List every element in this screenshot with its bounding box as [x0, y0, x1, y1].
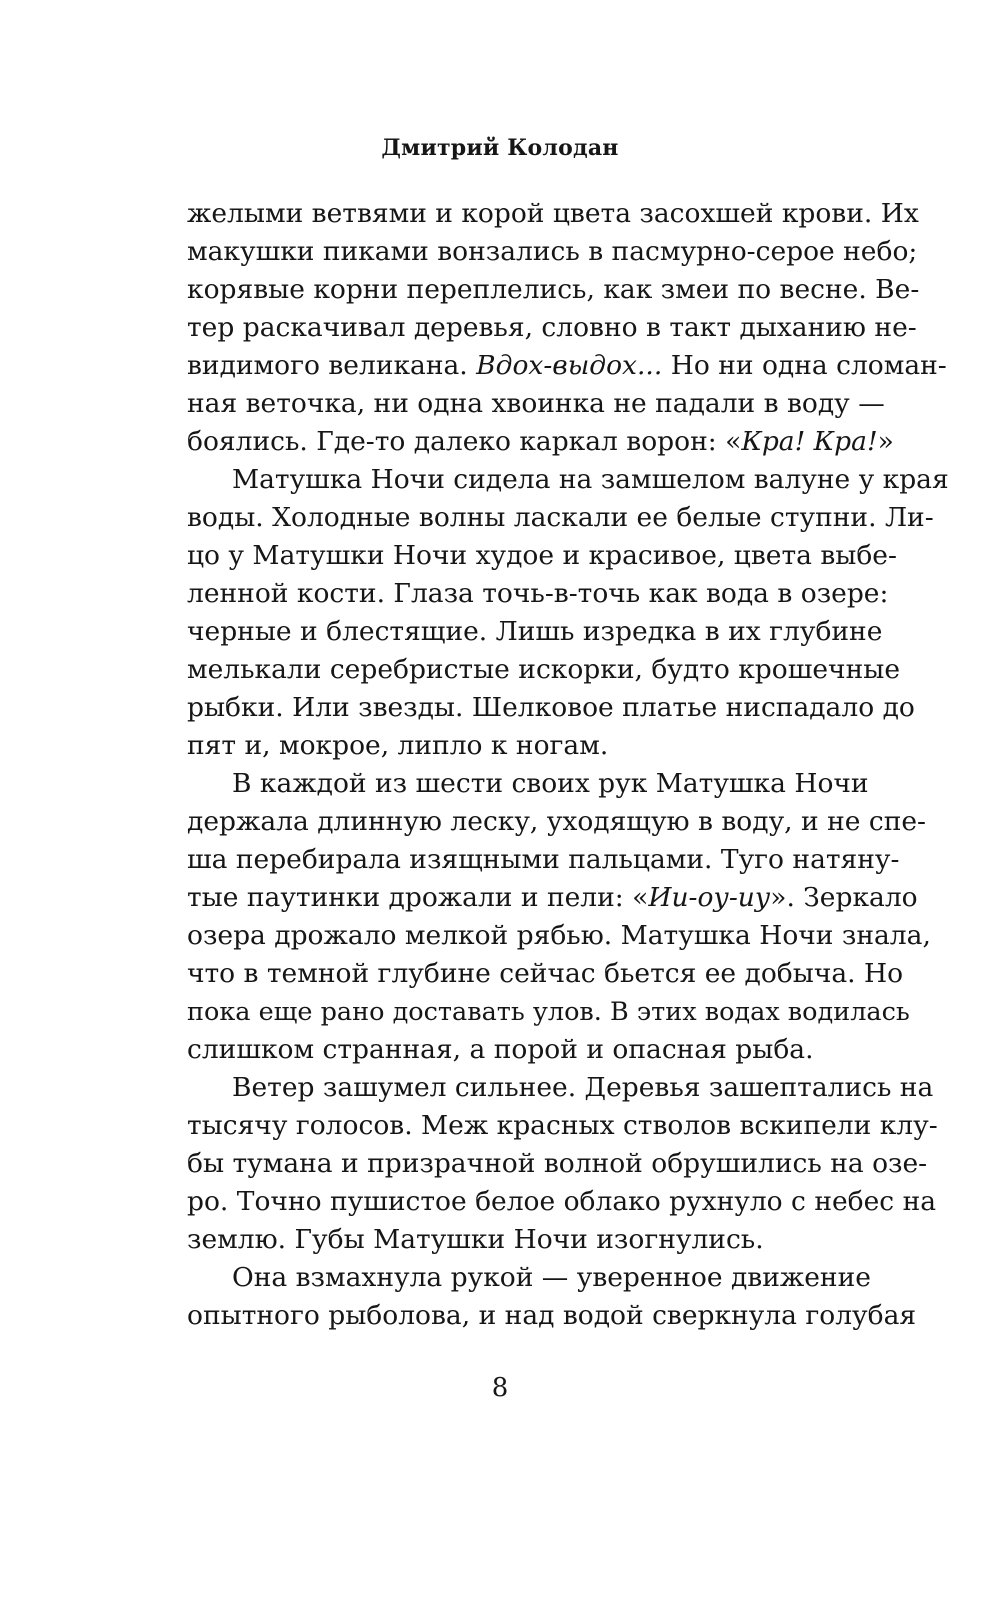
paragraph-first-line: Ветер зашумел сильнее. Деревья зашептались на [232, 1072, 934, 1103]
text-line: корявые корни переплелись, как змеи по весне. Ве- [187, 274, 920, 305]
text-run: тые паутинки дрожали и пели: « [187, 882, 649, 913]
paragraph-first-line: Она взмахнула рукой — уверенное движение [232, 1262, 871, 1293]
page-number: 8 [491, 1373, 509, 1403]
text-line: воды. Холодные волны ласкали ее белые ступни. Ли- [187, 502, 934, 533]
text-run: Но ни одна сломан- [662, 350, 947, 381]
text-line [187, 423, 894, 461]
text-line: тер раскачивал деревья, словно в такт дыханию не- [187, 312, 917, 343]
paragraph-first-line: В каждой из шести своих рук Матушка Ночи [232, 768, 869, 799]
text-line: держала длинную леску, уходящую в воду, и не спе- [187, 806, 926, 837]
text-line [187, 347, 947, 385]
text-line: пят и, мокрое, липло к ногам. [187, 730, 609, 761]
text-line: тысячу голосов. Меж красных стволов вскипели клу- [187, 1110, 938, 1141]
italic-text: Вдох-выдох... [476, 350, 663, 381]
text-line: озера дрожало мелкой рябью. Матушка Ночи знала, [187, 920, 931, 951]
text-line [187, 879, 918, 917]
text-line: макушки пиками вонзались в пасмурно-серое небо; [187, 236, 918, 267]
text-line: опытного рыболова, и над водой сверкнула голубая [187, 1300, 917, 1331]
running-head-author: Дмитрий Колодан [381, 135, 619, 161]
text-line: мелькали серебристые искорки, будто крошечные [187, 654, 901, 685]
text-line: что в темной глубине сейчас бьется ее добыча. Но [187, 958, 904, 989]
text-line: ро. Точно пушистое белое облако рухнуло с небес на [187, 1186, 937, 1217]
text-line: желыми ветвями и корой цвета засохшей крови. Их [187, 198, 919, 229]
text-run: » [877, 426, 894, 457]
text-line: ша перебирала изящными пальцами. Туго натяну- [187, 844, 900, 875]
text-line: землю. Губы Матушки Ночи изогнулись. [187, 1224, 764, 1255]
text-line: ная веточка, ни одна хвоинка не падали в воду — [187, 388, 885, 419]
body-text [187, 195, 949, 1335]
text-line: пока еще рано доставать улов. В этих водах водилась [187, 997, 910, 1027]
text-run: видимого великана. [187, 350, 477, 381]
text-line: ленной кости. Глаза точь-в-точь как вода в озере: [187, 578, 889, 609]
text-run: боялись. Где-то далеко каркал ворон: « [187, 426, 742, 457]
text-line: слишком странная, а порой и опасная рыба. [187, 1034, 814, 1065]
text-line: бы тумана и призрачной волной обрушились на озе- [187, 1148, 928, 1179]
italic-text: Ии-оу-иу [648, 882, 771, 913]
text-line: рыбки. Или звезды. Шелковое платье ниспадало до [187, 692, 915, 723]
italic-text: Кра! Кра! [741, 426, 878, 457]
text-line: черные и блестящие. Лишь изредка в их глубине [187, 616, 883, 647]
text-run: ». Зеркало [770, 882, 918, 913]
text-line: цо у Матушки Ночи худое и красивое, цвета выбе- [187, 540, 897, 571]
paragraph-first-line: Матушка Ночи сидела на замшелом валуне у края [232, 464, 949, 495]
